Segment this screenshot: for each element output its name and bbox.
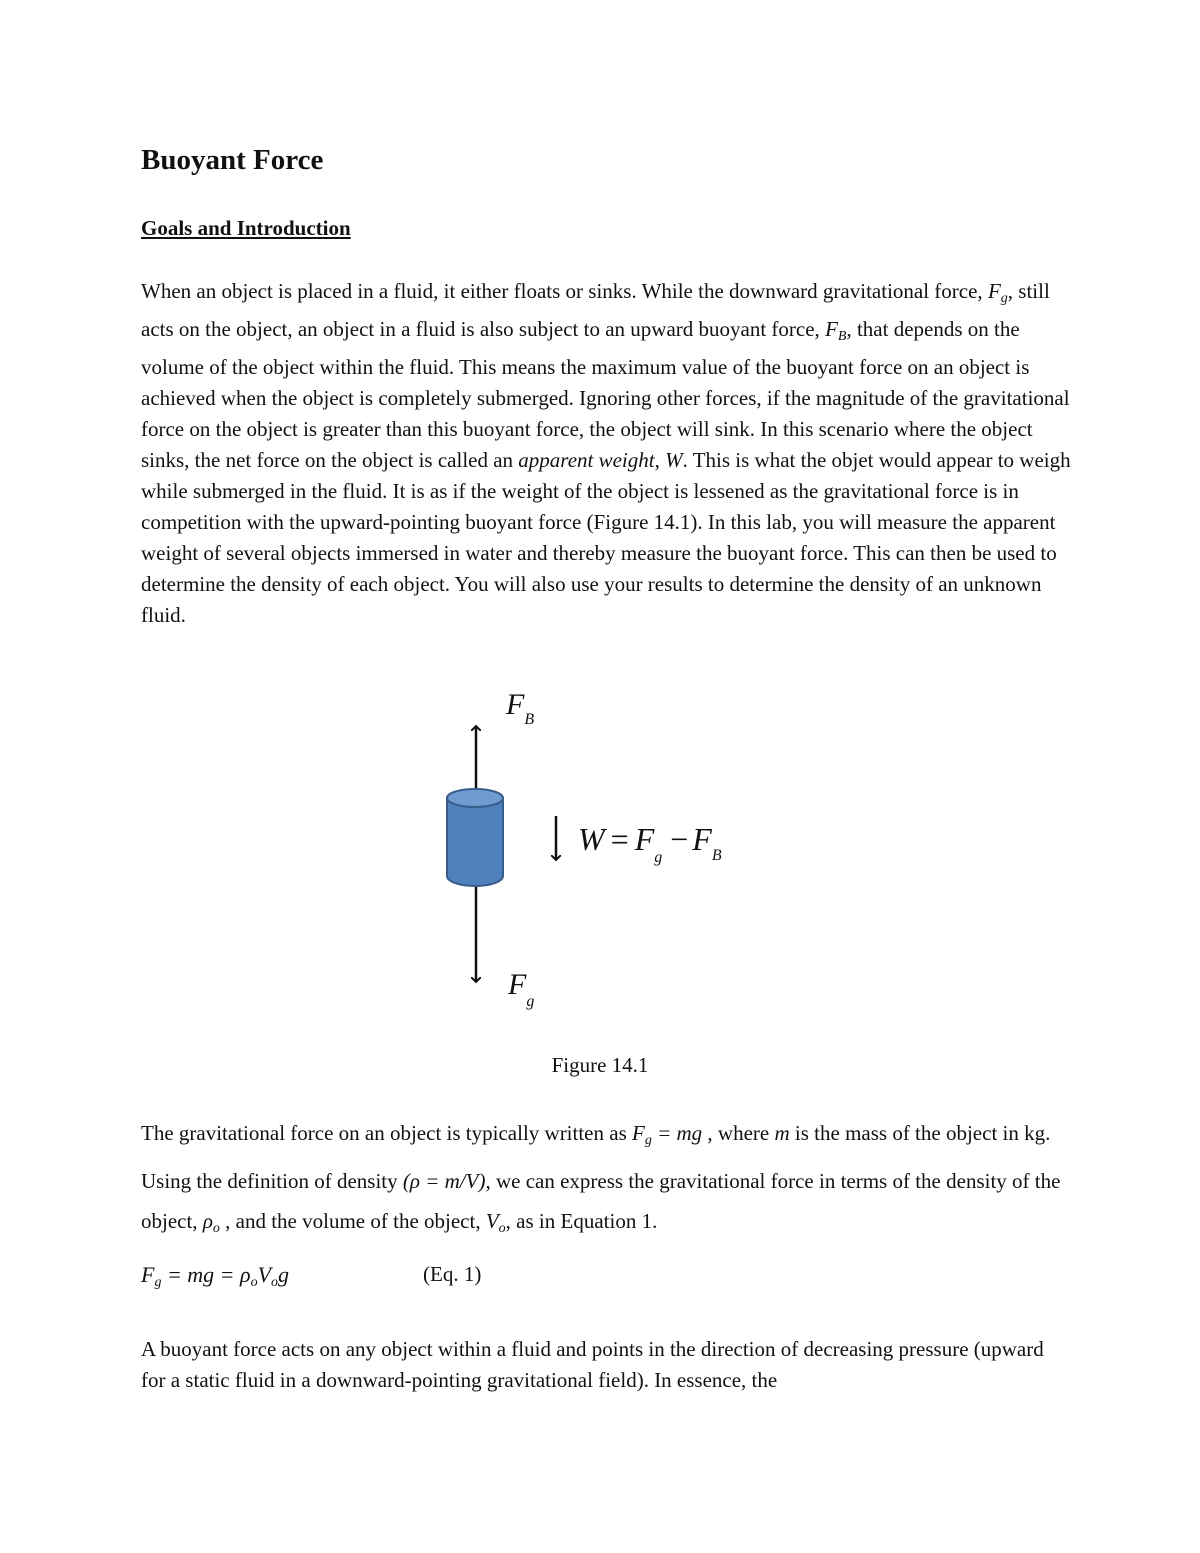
- page-title: Buoyant Force: [141, 144, 324, 176]
- symbol-fg: $F_g$: [987, 279, 1008, 306]
- label-fb: $F_B$: [506, 688, 535, 728]
- symbol-v-o: $V_o$: [485, 1209, 506, 1236]
- intro-text-4: ,: [654, 448, 666, 472]
- density-definition: (ρ = m/V): [402, 1169, 486, 1193]
- apparent-weight-term: apparent weight: [518, 448, 655, 472]
- intro-text-3: , that depends on the volume of the object within the fluid. This means the maximum value of the buoyant force on an object is achieved when the object is completely submerged. Ignoring other forces, if the magnitude of the gravitational force on the object is greater than this buoyant force, the object will sink. In this scenario where the object sinks, the net force on the object is called an: [141, 317, 1070, 472]
- submerged-object-cylinder: [447, 789, 503, 886]
- symbol-m: m: [774, 1121, 790, 1145]
- inline-eq-fg: $F_g$ = mg: [632, 1121, 703, 1148]
- intro-text-5: . This is what the objet would appear to weigh while submerged in the fluid. It is as if the weight of the object is lessened as the gravitational force is in competition with the upward-pointing buoyant force (Figure 14.1). In this lab, you will measure the apparent weight of several objects immersed in water and thereby measure the buoyant force. This can then be used to determine the density of each object. You will also use your results to determine the density of an unknown fluid.: [141, 448, 1071, 627]
- label-fg: $F_g$: [508, 968, 535, 1010]
- intro-paragraph: [141, 276, 1071, 631]
- equation-1-label: (Eq. 1): [423, 1262, 482, 1286]
- symbol-rho-o: $\rho_o$: [202, 1209, 220, 1236]
- symbol-fb: $F_B$: [825, 317, 847, 344]
- gravitational-force-paragraph: The gravitational force on an object is typically written as $F_g$ = mg , where m is the mass of the object in kg. Using the definition of density (ρ = m/V), we can express the gravitational force in terms of the density of the object, $\rho_o$ , and the volume of the object, $V_o$, as in Equation 1.: [141, 1121, 1061, 1236]
- equation-1-math: $F_g$ = mg = $\rho_oV_og$: [141, 1262, 290, 1290]
- intro-text-2: , still acts on the object, an object in a fluid is also subject to an upward buoyant force,: [141, 279, 1050, 341]
- equation-1: [141, 1262, 741, 1298]
- figure-14-1: [400, 680, 800, 1020]
- intro-text-1: When an object is placed in a fluid, it either floats or sinks. While the downward gravitational force,: [141, 279, 988, 303]
- buoyant-force-paragraph: A buoyant force acts on any object within a fluid and points in the direction of decreasing pressure (upward for a static fluid in a downward-pointing gravitational field). In essence, the: [141, 1337, 1044, 1392]
- apparent-weight-equation: $W = F_g- F_B$: [578, 821, 722, 866]
- section-heading: Goals and Introduction: [141, 216, 351, 240]
- symbol-w: W: [665, 448, 683, 472]
- figure-caption: Figure 14.1: [551, 1053, 649, 1077]
